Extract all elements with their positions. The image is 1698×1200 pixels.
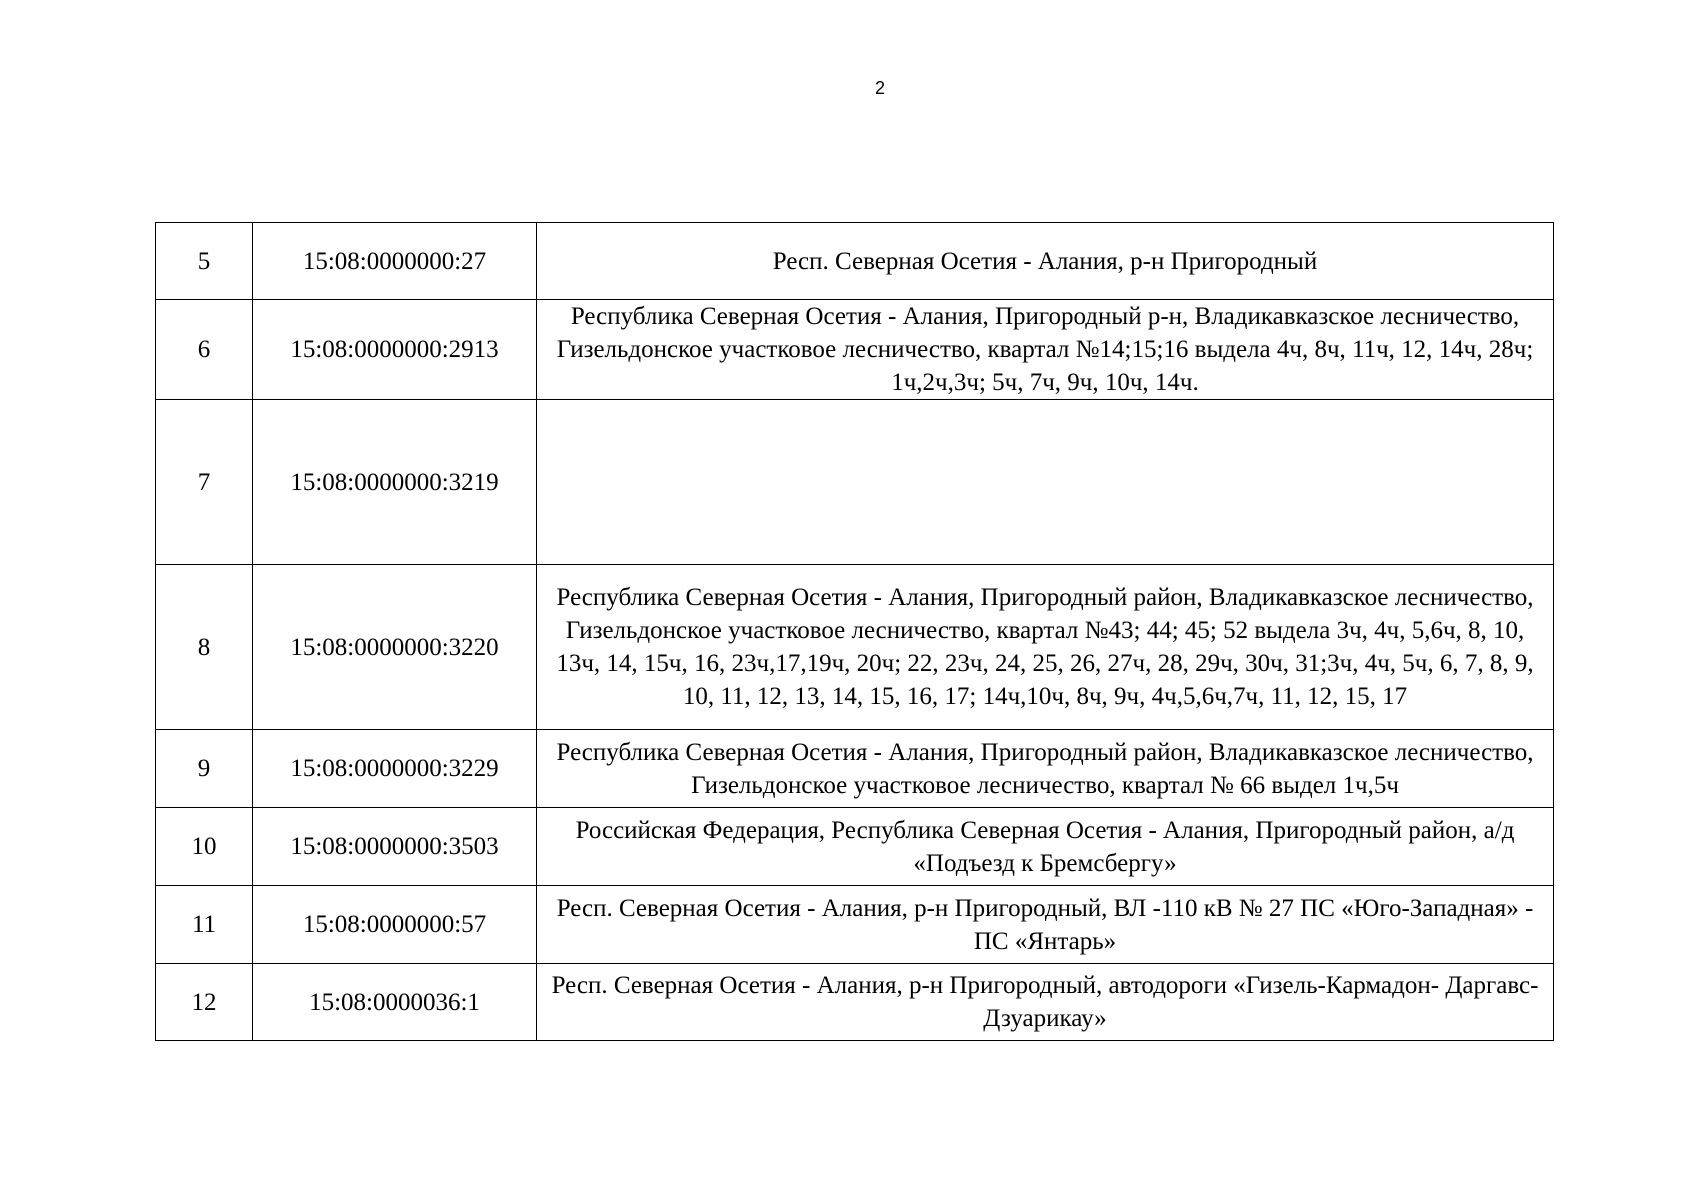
cadastral-number-cell: 15:08:0000000:27	[253, 223, 537, 300]
address-cell: Российская Федерация, Республика Северная Осетия - Алания, Пригородный район, а/д «Подъезд к Бремсбергу»	[537, 808, 1554, 886]
cadastral-number-cell: 15:08:0000036:1	[253, 964, 537, 1041]
table-row	[156, 223, 1554, 300]
address-cell: Респ. Северная Осетия - Алания, р-н Пригородный, ВЛ -110 кВ № 27 ПС «Юго-Западная» - ПС «Янтарь»	[537, 886, 1554, 964]
address-cell: Республика Северная Осетия - Алания, Пригородный р-н, Владикавказское лесничество, Гизельдонское участковое лесничество, квартал №14;15;16 выдела 4ч, 8ч, 11ч, 12, 14ч, 28ч; 1ч,2ч,3ч; 5ч, 7ч, 9ч, 10ч, 14ч.	[537, 300, 1554, 400]
land-plots-table	[155, 222, 1554, 1041]
table-row	[156, 300, 1554, 400]
row-number-cell: 8	[156, 565, 253, 730]
cadastral-number-cell: 15:08:0000000:3229	[253, 730, 537, 808]
row-number-cell: 10	[156, 808, 253, 886]
row-number-cell: 6	[156, 300, 253, 400]
row-number-cell: 7	[156, 400, 253, 565]
table-row	[156, 565, 1554, 730]
cadastral-number-cell: 15:08:0000000:2913	[253, 300, 537, 400]
cadastral-number-cell: 15:08:0000000:57	[253, 886, 537, 964]
cadastral-number-cell: 15:08:0000000:3219	[253, 400, 537, 565]
table-row	[156, 730, 1554, 808]
address-cell	[537, 400, 1554, 565]
page-number: 2	[874, 78, 885, 98]
cadastral-number-cell: 15:08:0000000:3503	[253, 808, 537, 886]
row-number-cell: 12	[156, 964, 253, 1041]
row-number-cell: 9	[156, 730, 253, 808]
address-cell: Респ. Северная Осетия - Алания, р-н Пригородный, автодороги «Гизель-Кармадон- Даргавс-Дзуарикау»	[537, 964, 1554, 1041]
row-number-cell: 5	[156, 223, 253, 300]
table-row	[156, 400, 1554, 565]
row-number-cell: 11	[156, 886, 253, 964]
cadastral-number-cell: 15:08:0000000:3220	[253, 565, 537, 730]
table-row	[156, 808, 1554, 886]
address-cell: Республика Северная Осетия - Алания, Пригородный район, Владикавказское лесничество, Гизельдонское участковое лесничество, квартал №43; 44; 45; 52 выдела 3ч, 4ч, 5,6ч, 8, 10, 13ч, 14, 15ч, 16, 23ч,17,19ч, 20ч; 22, 23ч, 24, 25, 26, 27ч, 28, 29ч, 30ч, 31;3ч, 4ч, 5ч, 6, 7, 8, 9, 10, 11, 12, 13, 14, 15, 16, 17; 14ч,10ч, 8ч, 9ч, 4ч,5,6ч,7ч, 11, 12, 15, 17	[537, 565, 1554, 730]
table-row	[156, 886, 1554, 964]
address-cell: Респ. Северная Осетия - Алания, р-н Пригородный	[537, 223, 1554, 300]
table-row	[156, 964, 1554, 1041]
address-cell: Республика Северная Осетия - Алания, Пригородный район, Владикавказское лесничество, Гизельдонское участковое лесничество, квартал № 66 выдел 1ч,5ч	[537, 730, 1554, 808]
